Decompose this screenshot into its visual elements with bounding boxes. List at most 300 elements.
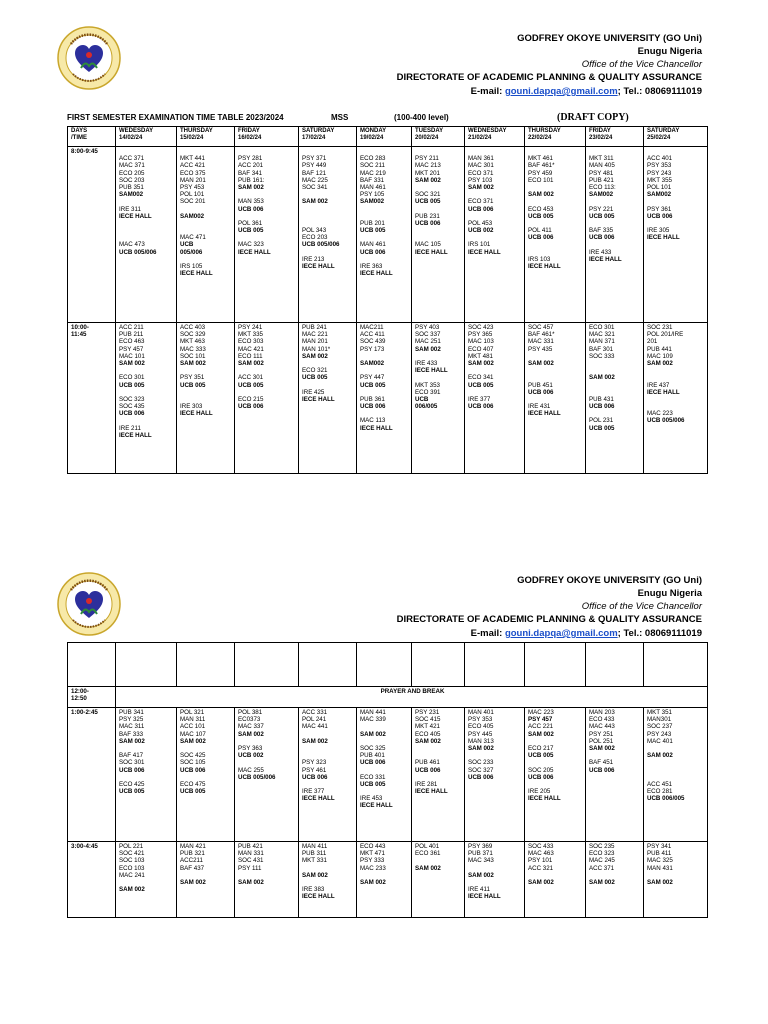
day-header xyxy=(235,127,299,147)
cell-line: UCB 006 xyxy=(647,212,673,220)
cell-line: UCB 006 xyxy=(302,773,328,781)
cell-line xyxy=(180,148,233,155)
exam-cell xyxy=(644,147,708,323)
cell-line xyxy=(180,367,233,374)
cell-line: MAN 353 xyxy=(238,198,264,206)
page1-header xyxy=(0,0,768,110)
cell-line: PSY 325 xyxy=(119,716,144,724)
cell-line xyxy=(589,360,642,367)
cell-line xyxy=(119,774,175,781)
cell-line: MAC 223 xyxy=(528,709,554,716)
cell-line xyxy=(468,191,523,198)
timetable-row xyxy=(68,643,708,687)
cell-line: SAM 002 xyxy=(468,183,494,191)
cell-line xyxy=(360,234,410,241)
email-label: E-mail: xyxy=(470,628,505,639)
cell-line: MAC 301 xyxy=(468,162,494,170)
cell-line: BAF 451 xyxy=(589,759,614,767)
cell-line: SAM 002 xyxy=(589,744,615,752)
cell-line: SOC 337 xyxy=(415,331,441,339)
empty-header-cell xyxy=(465,643,525,687)
exam-cell xyxy=(116,708,177,842)
cell-line: SOC 329 xyxy=(180,331,206,339)
cell-line: ECO 433 xyxy=(589,716,615,724)
cell-line xyxy=(647,148,706,155)
contact-line xyxy=(397,627,702,641)
cell-line: UCB 002 xyxy=(468,227,494,235)
exam-cell xyxy=(357,842,412,918)
cell-line: PSY 457 xyxy=(119,345,144,353)
cell-line: ACC211 xyxy=(180,857,203,865)
cell-line: IECE HALL xyxy=(119,431,152,439)
time-text: 1:00-2:45 xyxy=(71,709,98,716)
cell-line xyxy=(647,198,706,205)
cell-line: UCB 002 xyxy=(238,752,264,760)
exam-cell xyxy=(412,147,465,323)
cell-line xyxy=(415,752,463,759)
day-name: DAYS xyxy=(71,128,88,134)
exam-cell xyxy=(357,708,412,842)
time-cell xyxy=(68,323,116,474)
cell-line: PSY 457 xyxy=(528,716,553,724)
cell-line: MAN301 xyxy=(647,716,672,724)
cell-line: SAM 002 xyxy=(302,198,328,206)
cell-line: UCB 006 xyxy=(528,773,554,781)
cell-line: PSY 403 xyxy=(415,324,440,331)
cell-line: UCB 006 xyxy=(528,234,554,242)
cell-line xyxy=(180,256,233,263)
cell-line: IECE HALL xyxy=(415,367,448,375)
exam-cell xyxy=(116,323,177,474)
cell-line: IECE HALL xyxy=(302,893,335,901)
exam-cell xyxy=(465,708,525,842)
cell-line: ECO 111 xyxy=(238,352,263,360)
cell-line: MAN 201 xyxy=(302,338,328,346)
cell-line: SOC 327 xyxy=(468,766,494,774)
cell-line: PSY 369 xyxy=(468,843,493,850)
cell-line xyxy=(647,220,706,227)
empty-header-cell xyxy=(586,643,644,687)
cell-line: ACC 321 xyxy=(528,864,554,872)
cell-line: SAM 002 xyxy=(468,359,494,367)
cell-line: MAC 113 xyxy=(360,417,386,425)
university-logo xyxy=(57,26,121,90)
cell-line xyxy=(415,857,463,864)
cell-line xyxy=(302,191,355,198)
cell-line: POL 411 xyxy=(528,227,552,235)
cell-line: PSY 111 xyxy=(238,864,262,872)
cell-line: PSY 341 xyxy=(647,843,672,850)
cell-line xyxy=(415,774,463,781)
cell-line: SOC 235 xyxy=(589,843,615,850)
empty-header-cell xyxy=(412,643,465,687)
cell-line: BAF 121 xyxy=(302,169,327,177)
cell-line: SOC 425 xyxy=(180,752,206,760)
cell-line: IECE HALL xyxy=(180,410,213,418)
cell-line: MAC 223 xyxy=(647,410,673,418)
time-cell xyxy=(68,708,116,842)
university-location: Enugu Nigeria xyxy=(637,46,702,57)
exam-cell xyxy=(644,708,708,842)
cell-line: UCB 006 xyxy=(528,388,554,396)
cell-line: ACC 371 xyxy=(589,864,615,872)
cell-line: ACC 371 xyxy=(119,155,145,163)
cell-line: MKT 351 xyxy=(647,709,672,716)
day-name: THURSDAY xyxy=(528,128,561,134)
cell-line: MAN 361 xyxy=(468,155,494,163)
timetable-row xyxy=(68,127,708,147)
timetable-page2 xyxy=(67,642,708,918)
exam-cell xyxy=(525,708,586,842)
empty-header-cell xyxy=(525,643,586,687)
cell-line: UCB 006 xyxy=(238,205,264,213)
cell-line: UCB 005 xyxy=(360,780,386,788)
prayer-break-cell xyxy=(116,687,708,708)
cell-line: PSY 211 xyxy=(415,155,439,163)
cell-line: PUB 161: xyxy=(238,176,265,184)
cell-line xyxy=(415,184,463,191)
cell-line: PSY 361 xyxy=(647,205,672,213)
day-name: MONDAY xyxy=(360,128,387,134)
cell-line xyxy=(589,367,642,374)
cell-line: PUB 421 xyxy=(238,843,263,850)
cell-line xyxy=(360,206,410,213)
cell-line: PSY 445 xyxy=(468,730,493,738)
cell-line xyxy=(589,410,642,417)
cell-line xyxy=(528,396,584,403)
cell-line xyxy=(528,367,584,374)
cell-line: SAM 002 xyxy=(119,886,145,894)
cell-line: 005/006 xyxy=(180,248,203,256)
cell-line xyxy=(302,249,355,256)
cell-line: UCB 005/006 xyxy=(238,773,276,781)
cell-line: MAC 219 xyxy=(360,169,386,177)
day-date: 19/02/24 xyxy=(360,135,384,142)
empty-header-cell xyxy=(177,643,235,687)
day-name: FRIDAY xyxy=(589,128,611,134)
cell-line: IRS 103 xyxy=(528,255,551,263)
day-name: WEDESDAY xyxy=(119,128,154,134)
cell-line: IRE 311 xyxy=(119,205,141,213)
cell-line: MKT 201 xyxy=(415,169,440,177)
cell-line: MKT 471 xyxy=(360,850,385,858)
cell-line: POL 221 xyxy=(119,843,144,850)
cell-line: ACC 101 xyxy=(180,723,206,731)
cell-line xyxy=(302,382,355,389)
cell-line: IRE 303 xyxy=(180,403,203,411)
cell-line: SOC 103 xyxy=(119,857,145,865)
cell-line: IECE HALL xyxy=(528,263,561,270)
cell-line: SAM 002 xyxy=(302,352,328,360)
cell-line: MAN 405 xyxy=(589,162,615,170)
school-code: MSS xyxy=(331,113,349,122)
cell-line: MAC 473 xyxy=(119,241,145,249)
cell-line: MAC 251 xyxy=(415,338,441,346)
cell-line: PUB 411 xyxy=(647,850,672,858)
cell-line: SAM 002 xyxy=(302,737,328,745)
cell-line: UCB 006 xyxy=(415,766,441,774)
cell-line: UCB 005 xyxy=(528,212,554,220)
exam-cell xyxy=(525,323,586,474)
cell-line xyxy=(647,759,706,766)
cell-line xyxy=(528,220,584,227)
cell-line: SOC 211 xyxy=(360,162,385,170)
cell-line: PUB 351 xyxy=(119,183,144,191)
cell-line: IECE HALL xyxy=(302,395,335,403)
cell-line: IECE HALL xyxy=(589,255,622,263)
cell-line: MKT 331 xyxy=(302,857,327,865)
cell-line: MAC 443 xyxy=(589,723,615,731)
cell-line: BAF 417 xyxy=(119,752,144,760)
cell-line: SAM 002 xyxy=(589,878,615,886)
cell-line: MAN 101* xyxy=(302,345,331,353)
cell-line: ECO 301 xyxy=(589,324,615,331)
exam-cell xyxy=(116,842,177,918)
cell-line: PUB 211 xyxy=(119,331,144,339)
cell-line xyxy=(647,872,706,879)
cell-line: MAC 101 xyxy=(119,352,145,360)
cell-line: IRE 437 xyxy=(647,381,670,389)
exam-cell xyxy=(465,842,525,918)
cell-line: PSY 221 xyxy=(589,205,614,213)
cell-line: ECO 205 xyxy=(119,169,145,177)
day-header xyxy=(177,127,235,147)
cell-line: SAM 002 xyxy=(238,183,264,191)
cell-line xyxy=(589,148,642,155)
cell-line xyxy=(180,396,233,403)
day-date: 15/02/24 xyxy=(180,135,204,142)
cell-line: PSY 231 xyxy=(415,709,440,716)
cell-line: PSY 281 xyxy=(238,155,263,163)
cell-line: ECO 407 xyxy=(468,345,494,353)
cell-line: MKT 311 xyxy=(589,155,614,163)
cell-line: MKT 353 xyxy=(415,381,440,389)
cell-line: BAF 333 xyxy=(119,730,144,738)
cell-line: ACC 401 xyxy=(647,155,673,163)
cell-line: SOC 301 xyxy=(119,759,145,767)
exam-cell xyxy=(644,842,708,918)
cell-line xyxy=(647,374,706,381)
cell-line: MAC 331 xyxy=(528,338,554,346)
timetable-title xyxy=(67,113,707,125)
cell-line xyxy=(119,148,175,155)
time-text: 12:00- xyxy=(71,688,89,695)
day-header xyxy=(116,127,177,147)
day-header xyxy=(586,127,644,147)
cell-line: PSY 453 xyxy=(180,183,205,191)
cell-line: UCB 005 xyxy=(119,381,145,389)
cell-line: MAC211 xyxy=(360,324,384,331)
cell-line xyxy=(360,353,410,360)
cell-line xyxy=(119,389,175,396)
empty-header-cell xyxy=(116,643,177,687)
cell-line xyxy=(589,241,642,248)
cell-line: SOC 237 xyxy=(647,723,673,731)
cell-line: UCB 006 xyxy=(589,234,615,242)
cell-line: PSY 363 xyxy=(238,744,263,752)
email-link[interactable]: gouni.dapqa@gmail.com xyxy=(504,628,618,639)
cell-line: SOC 105 xyxy=(180,759,206,767)
cell-line xyxy=(302,781,355,788)
exam-cell xyxy=(357,147,412,323)
cell-line xyxy=(589,198,642,205)
cell-line: MAC 221 xyxy=(302,331,328,339)
cell-line xyxy=(238,234,297,241)
cell-line: IRE 213 xyxy=(302,255,325,263)
empty-header-cell xyxy=(68,643,116,687)
cell-line: MAN 201 xyxy=(180,176,206,184)
cell-line: ACC 331 xyxy=(302,709,328,716)
cell-line: SAM 002 xyxy=(302,871,328,879)
cell-line xyxy=(360,148,410,155)
cell-line: MAC 343 xyxy=(468,857,494,865)
day-name: TUESDAY xyxy=(415,128,444,134)
cell-line xyxy=(589,382,642,389)
cell-line: ACC 421 xyxy=(180,162,206,170)
timetable-row xyxy=(68,708,708,842)
cell-line: ECO 303 xyxy=(238,338,264,346)
cell-line: SAM 002 xyxy=(415,864,441,872)
cell-line: SOC 435 xyxy=(119,403,145,411)
cell-line: SOC 421 xyxy=(119,850,145,858)
cell-line xyxy=(468,865,523,872)
days-time-header xyxy=(68,127,116,147)
cell-line: MAC 103 xyxy=(468,338,494,346)
email-label: E-mail: xyxy=(470,86,505,97)
cell-line: ECO 283 xyxy=(360,155,386,163)
exam-cell xyxy=(235,147,299,323)
cell-line: UCB 005 xyxy=(468,381,494,389)
exam-cell xyxy=(586,842,644,918)
cell-line: MKT 335 xyxy=(238,331,263,339)
cell-line: PSY 243 xyxy=(647,169,672,177)
cell-line: IECE HALL xyxy=(302,795,335,803)
email-link[interactable]: gouni.dapqa@gmail.com xyxy=(504,86,618,97)
cell-line xyxy=(238,148,297,155)
cell-line xyxy=(589,752,642,759)
cell-line xyxy=(180,774,233,781)
cell-line xyxy=(119,198,175,205)
cell-line: PSY 435 xyxy=(528,345,553,353)
tel-text: ; Tel.: 08069111019 xyxy=(617,86,702,97)
exam-cell xyxy=(525,147,586,323)
cell-line: MAC 255 xyxy=(238,766,264,774)
cell-line xyxy=(302,148,355,155)
cell-line: IECE HALL xyxy=(647,234,680,242)
directorate-name: DIRECTORATE OF ACADEMIC PLANNING & QUALITY ASSURANCE xyxy=(396,614,702,625)
cell-line: PUB 421 xyxy=(589,176,614,184)
cell-line: SAM 002 xyxy=(119,359,145,367)
cell-line xyxy=(468,213,523,220)
cell-line: MKT 421 xyxy=(415,723,440,731)
cell-line: ECO 301 xyxy=(119,374,145,382)
cell-line: ECO 475 xyxy=(180,780,206,788)
cell-line: ECO 341 xyxy=(468,374,494,382)
cell-line: UCB 006/005 xyxy=(647,795,685,803)
cell-line: SAM002 xyxy=(360,198,385,206)
cell-line: IRE 433 xyxy=(589,248,612,256)
cell-line: PUB 371 xyxy=(468,850,493,858)
cell-line: PUB 201 xyxy=(360,219,385,227)
exam-cell xyxy=(357,323,412,474)
cell-line: ACC 403 xyxy=(180,324,206,331)
cell-line: PSY 365 xyxy=(468,331,493,339)
cell-line: MAN 371 xyxy=(589,338,615,346)
cell-line: MKT 461 xyxy=(528,155,553,163)
cell-line: ECO 321 xyxy=(302,367,328,375)
cell-line: MAC 107 xyxy=(180,730,206,738)
cell-line xyxy=(468,389,523,396)
cell-line: IRE 281 xyxy=(415,780,438,788)
cell-line: MAN 331 xyxy=(238,850,264,858)
cell-line: ECO 375 xyxy=(180,169,206,177)
cell-line xyxy=(180,745,233,752)
exam-cell xyxy=(299,708,357,842)
cell-line: SAM 002 xyxy=(180,878,206,886)
cell-line xyxy=(119,234,175,241)
cell-line xyxy=(647,403,706,410)
cell-line: SOC 325 xyxy=(360,744,386,752)
cell-line xyxy=(528,738,584,745)
cell-line: SOC 205 xyxy=(528,766,554,774)
cell-line: POL 343 xyxy=(302,227,327,235)
day-date: 14/02/24 xyxy=(119,135,143,142)
cell-line xyxy=(528,759,584,766)
cell-line: SAM 002 xyxy=(415,345,441,353)
cell-line: IRS 101 xyxy=(468,241,491,249)
cell-line: PSY 173 xyxy=(360,345,385,353)
cell-line: SAM 002 xyxy=(238,878,264,886)
cell-line: SOC 233 xyxy=(468,759,494,767)
cell-line: PSY 351 xyxy=(180,374,205,382)
exam-cell xyxy=(525,842,586,918)
university-location: Enugu Nigeria xyxy=(637,588,702,599)
cell-line xyxy=(415,353,463,360)
cell-line: SAM 002 xyxy=(647,878,673,886)
exam-cell xyxy=(465,323,525,474)
cell-line xyxy=(415,148,463,155)
cell-line: SAM 002 xyxy=(468,744,494,752)
exam-cell xyxy=(644,323,708,474)
cell-line xyxy=(528,184,584,191)
cell-line xyxy=(528,353,584,360)
day-name: SATURDAY xyxy=(647,128,680,134)
cell-line: MKT 481 xyxy=(468,352,493,360)
cell-line xyxy=(302,220,355,227)
cell-line xyxy=(360,367,410,374)
office-name: Office of the Vice Chancellor xyxy=(581,601,702,612)
exam-cell xyxy=(299,147,357,323)
cell-line: PUB 311 xyxy=(302,850,327,858)
cell-line: UCB 006 xyxy=(360,248,386,256)
cell-line: PSY 449 xyxy=(302,162,327,170)
cell-line: IECE HALL xyxy=(528,795,561,803)
cell-line xyxy=(119,745,175,752)
exam-cell xyxy=(586,147,644,323)
cell-line xyxy=(415,227,463,234)
cell-line: SOC 201 xyxy=(180,198,206,206)
cell-line: UCB 006 xyxy=(589,766,615,774)
cell-line: MAC 225 xyxy=(302,176,328,184)
cell-line: MAC 337 xyxy=(238,723,264,731)
cell-line: SAM 002 xyxy=(360,730,386,738)
cell-line xyxy=(238,191,297,198)
cell-line xyxy=(647,367,706,374)
cell-line: PUB 461 xyxy=(415,759,440,767)
cell-line: IRE 383 xyxy=(302,886,325,894)
cell-line: PUB 431 xyxy=(589,395,614,403)
cell-line: IRE 377 xyxy=(302,788,325,796)
